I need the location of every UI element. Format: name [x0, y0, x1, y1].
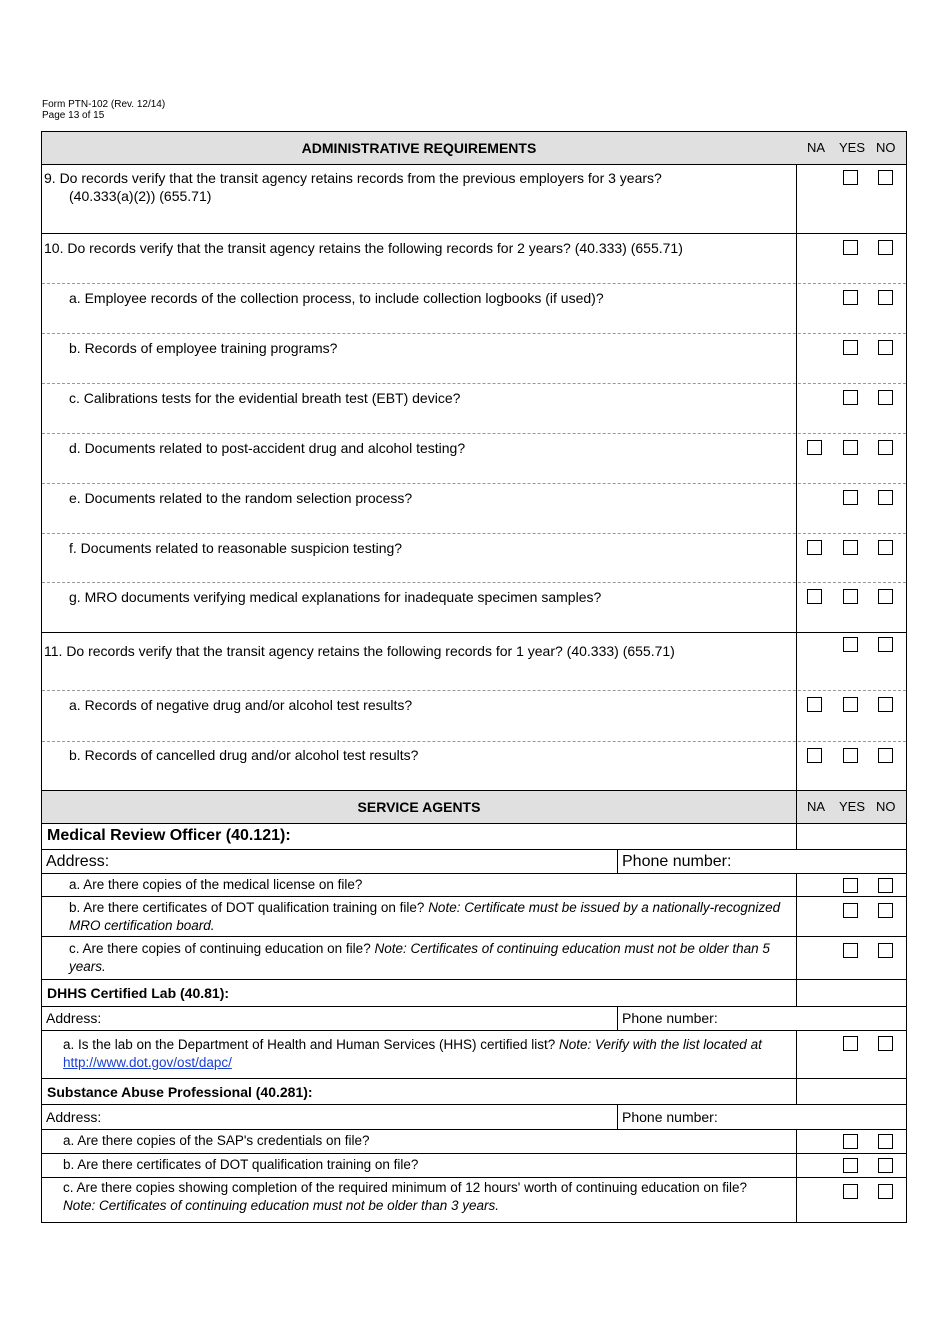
- q11a-na-checkbox[interactable]: [807, 697, 822, 712]
- q9-no-checkbox[interactable]: [878, 170, 893, 185]
- question-11a-row: [42, 690, 906, 741]
- q10f-no-checkbox[interactable]: [878, 540, 893, 555]
- mro-a-row: [42, 874, 906, 897]
- q10e-yes-checkbox[interactable]: [843, 490, 858, 505]
- service-col-no: NO: [876, 799, 896, 814]
- lab-phone-label: Phone number:: [622, 1010, 718, 1026]
- q11a-no-checkbox[interactable]: [878, 697, 893, 712]
- q10e-no-checkbox[interactable]: [878, 490, 893, 505]
- admin-header-row: [42, 132, 906, 165]
- service-col-na: NA: [807, 799, 826, 814]
- question-9-citation: (40.333(a)(2)) (655.71): [69, 188, 212, 204]
- lab-address-row: [42, 1007, 906, 1031]
- q11a-yes-checkbox[interactable]: [843, 697, 858, 712]
- form-header: [42, 99, 165, 121]
- question-9-text: 9. Do records verify that the transit agency retains records from the previous employers for 3 years? (40.333(a)(2)) (655.71): [44, 170, 662, 204]
- question-10f-text: f. Documents related to reasonable suspicion testing?: [69, 540, 403, 556]
- mro-phone-label: Phone number:: [622, 853, 732, 870]
- question-10b-row: [42, 333, 906, 383]
- admin-requirements-table: [41, 131, 907, 791]
- question-11b-row: [42, 741, 906, 791]
- service-title: SERVICE AGENTS: [357, 799, 481, 815]
- mro-address-label: Address:: [46, 853, 110, 870]
- mro-b-text: b. Are there certificates of DOT qualification training on file? Note: Certificate must be issued by a nationally-recognized MRO certification board.: [69, 900, 781, 933]
- mro-heading: Medical Review Officer (40.121):: [47, 827, 291, 844]
- sap-c-row: [42, 1178, 906, 1223]
- col-no: NO: [876, 140, 896, 155]
- sap-c-text: c. Are there copies showing completion of the required minimum of 12 hours' worth of continuing education on file? Note: Certificates of continuing education must not be older than 3 years.: [63, 1180, 747, 1213]
- service-header-row: [42, 791, 906, 824]
- q10g-no-checkbox[interactable]: [878, 589, 893, 604]
- lab-heading-row: [42, 980, 906, 1007]
- lab-heading: DHHS Certified Lab (40.81):: [47, 985, 230, 1001]
- q11b-no-checkbox[interactable]: [878, 748, 893, 763]
- admin-title: ADMINISTRATIVE REQUIREMENTS: [301, 140, 537, 156]
- lab-a-row: [42, 1031, 906, 1079]
- q10-no-checkbox[interactable]: [878, 240, 893, 255]
- sap-b-no-checkbox[interactable]: [878, 1158, 893, 1173]
- mro-b-note: Note: Certificate must be issued by a nationally-recognized MRO certification board.: [69, 900, 781, 933]
- mro-b-no-checkbox[interactable]: [878, 903, 893, 918]
- sap-a-text: a. Are there copies of the SAP's credentials on file?: [63, 1133, 370, 1148]
- sap-b-text: b. Are there certificates of DOT qualification training on file?: [63, 1157, 419, 1172]
- mro-address-row: [42, 850, 906, 874]
- q11-yes-checkbox[interactable]: [843, 637, 858, 652]
- question-11b-text: b. Records of cancelled drug and/or alcohol test results?: [69, 747, 419, 763]
- sap-address-row: [42, 1105, 906, 1130]
- question-10e-text: e. Documents related to the random selection process?: [69, 490, 413, 506]
- sap-phone-label: Phone number:: [622, 1109, 718, 1125]
- mro-c-text: c. Are there copies of continuing education on file? Note: Certificates of continuing education must not be older than 5 years.: [69, 941, 770, 974]
- page-number: Page 13 of 15: [42, 110, 105, 121]
- sap-a-no-checkbox[interactable]: [878, 1134, 893, 1149]
- question-10a-row: [42, 283, 906, 333]
- q10b-no-checkbox[interactable]: [878, 340, 893, 355]
- question-10-row: [42, 233, 906, 283]
- col-yes: YES: [839, 140, 866, 155]
- question-10e-row: [42, 483, 906, 533]
- mro-a-no-checkbox[interactable]: [878, 878, 893, 893]
- q11b-yes-checkbox[interactable]: [843, 748, 858, 763]
- col-na: NA: [807, 140, 826, 155]
- lab-a-note: Note: Verify with the list located at: [558, 1037, 762, 1052]
- q10f-na-checkbox[interactable]: [807, 540, 822, 555]
- question-11-row: [42, 632, 906, 690]
- q10g-yes-checkbox[interactable]: [843, 589, 858, 604]
- q10a-no-checkbox[interactable]: [878, 290, 893, 305]
- q11-no-checkbox[interactable]: [878, 637, 893, 652]
- mro-c-row: [42, 937, 906, 980]
- question-10g-text: g. MRO documents verifying medical explanations for inadequate specimen samples?: [69, 589, 602, 605]
- sap-a-yes-checkbox[interactable]: [843, 1134, 858, 1149]
- question-10b-text: b. Records of employee training programs?: [69, 340, 338, 356]
- sap-b-yes-checkbox[interactable]: [843, 1158, 858, 1173]
- question-10-text: 10. Do records verify that the transit agency retains the following records for 2 years? (40.333) (655.71): [44, 240, 683, 256]
- lab-address-label: Address:: [46, 1010, 102, 1026]
- service-agents-table: [41, 790, 907, 1223]
- mro-c-note: Note: Certificates of continuing education must not be older than 5 years.: [69, 941, 770, 974]
- mro-heading-row: [42, 824, 906, 850]
- dapc-link[interactable]: http://www.dot.gov/ost/dapc/: [63, 1055, 232, 1070]
- mro-b-row: [42, 897, 906, 937]
- sap-c-yes-checkbox[interactable]: [843, 1184, 858, 1199]
- question-10a-text: a. Employee records of the collection process, to include collection logbooks (if used)?: [69, 290, 604, 306]
- sap-a-row: [42, 1130, 906, 1154]
- lab-a-yes-checkbox[interactable]: [843, 1036, 858, 1051]
- mro-c-yes-checkbox[interactable]: [843, 943, 858, 958]
- sap-c-note: Note: Certificates of continuing education must not be older than 3 years.: [63, 1198, 500, 1213]
- mro-a-yes-checkbox[interactable]: [843, 878, 858, 893]
- q10g-na-checkbox[interactable]: [807, 589, 822, 604]
- q9-yes-checkbox[interactable]: [843, 170, 858, 185]
- q11b-na-checkbox[interactable]: [807, 748, 822, 763]
- q10c-yes-checkbox[interactable]: [843, 390, 858, 405]
- mro-a-text: a. Are there copies of the medical license on file?: [69, 877, 363, 892]
- mro-c-no-checkbox[interactable]: [878, 943, 893, 958]
- q10d-no-checkbox[interactable]: [878, 440, 893, 455]
- q10d-yes-checkbox[interactable]: [843, 440, 858, 455]
- q10f-yes-checkbox[interactable]: [843, 540, 858, 555]
- mro-b-yes-checkbox[interactable]: [843, 903, 858, 918]
- q10a-yes-checkbox[interactable]: [843, 290, 858, 305]
- sap-heading-row: [42, 1079, 906, 1105]
- service-col-yes: YES: [839, 799, 866, 814]
- sap-heading: Substance Abuse Professional (40.281):: [47, 1084, 313, 1100]
- question-10c-text: c. Calibrations tests for the evidential breath test (EBT) device?: [69, 390, 461, 406]
- lab-a-text: a. Is the lab on the Department of Health and Human Services (HHS) certified list? Note: Verify with the list located at http://www.dot.gov/ost/dapc/: [63, 1037, 762, 1070]
- sap-address-label: Address:: [46, 1109, 102, 1125]
- q10c-no-checkbox[interactable]: [878, 390, 893, 405]
- question-10d-row: [42, 433, 906, 483]
- q10d-na-checkbox[interactable]: [807, 440, 822, 455]
- question-11a-text: a. Records of negative drug and/or alcohol test results?: [69, 697, 413, 713]
- q10b-yes-checkbox[interactable]: [843, 340, 858, 355]
- question-10c-row: [42, 383, 906, 433]
- form-id: Form PTN-102 (Rev. 12/14): [42, 99, 166, 110]
- sap-b-row: [42, 1154, 906, 1178]
- question-10d-text: d. Documents related to post-accident drug and alcohol testing?: [69, 440, 466, 456]
- lab-a-no-checkbox[interactable]: [878, 1036, 893, 1051]
- q10-yes-checkbox[interactable]: [843, 240, 858, 255]
- question-9-row: [42, 165, 906, 233]
- sap-c-no-checkbox[interactable]: [878, 1184, 893, 1199]
- question-10g-row: [42, 582, 906, 632]
- question-11-text: 11. Do records verify that the transit agency retains the following records for 1 year? (40.333) (655.71): [44, 643, 675, 659]
- question-10f-row: [42, 533, 906, 582]
